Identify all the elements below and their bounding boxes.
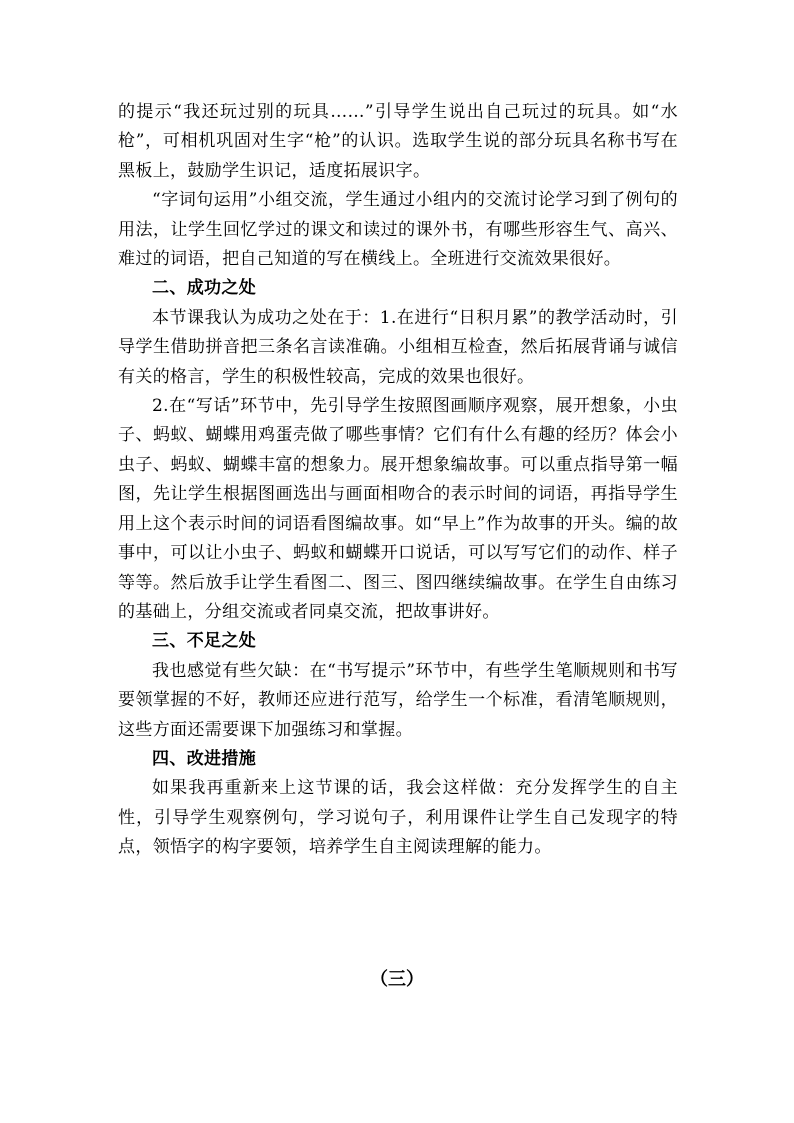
paragraph: 的提示“我还玩过别的玩具……”引导学生说出自己玩过的玩具。如“水枪”，可相机巩固对生字“枪”的认识。选取学生说的部分玩具名称书写在黑板上，鼓励学生识记，适度拓展识字。 [118,102,678,181]
part-title: （三） [370,969,424,990]
paragraph: 本节课我认为成功之处在于：1.在进行“日积月累”的教学活动时，引导学生借助拼音把三条名言读准确。小组相互检查，然后拓展背诵与诚信有关的格言，学生的积极性较高，完成的效果也很好。 [118,307,678,387]
paragraph: 我也感觉有些欠缺：在“书写提示”环节中，有些学生笔顺规则和书写要领掌握的不好，教师还应进行范写，给学生一个标准，看清笔顺规则，这些方面还需要课下加强练习和掌握。 [118,660,678,740]
paragraph: “字词句运用”小组交流，学生通过小组内的交流讨论学习到了例句的用法，让学生回忆学过的课文和读过的课外书，有哪些形容生气、高兴、难过的词语，把自己知道的写在横线上。全班进行交流效果很好。 [118,190,678,270]
section-heading: 四、改进措施 [152,748,257,769]
section-heading: 二、成功之处 [152,278,257,299]
section-heading: 三、不足之处 [152,631,257,652]
document-body [118,98,678,863]
paragraph: 2.在“写话”环节中，先引导学生按照图画顺序观察，展开想象，小虫子、蚂蚁、蝴蝶用鸡蛋壳做了哪些事情？它们有什么有趣的经历？体会小虫子、蚂蚁、蝴蝶丰富的想象力。展开想象编故事。可以重点指导第一幅图，先让学生根据图画选出与画面相吻合的表示时间的词语，再指导学生用上这个表示时间的词语看图编故事。如“早上”作为故事的开头。编的故事中，可以让小虫子、蚂蚁和蝴蝶开口说话，可以写写它们的动作、样子等等。然后放手让学生看图二、图三、图四继续编故事。在学生自由练习的基础上，分组交流或者同桌交流，把故事讲好。 [118,396,678,622]
paragraph: 如果我再重新来上这节课的话，我会这样做：充分发挥学生的自主性，引导学生观察例句，学习说句子，利用课件让学生自己发现字的特点，领悟字的构字要领，培养学生自主阅读理解的能力。 [118,778,678,858]
